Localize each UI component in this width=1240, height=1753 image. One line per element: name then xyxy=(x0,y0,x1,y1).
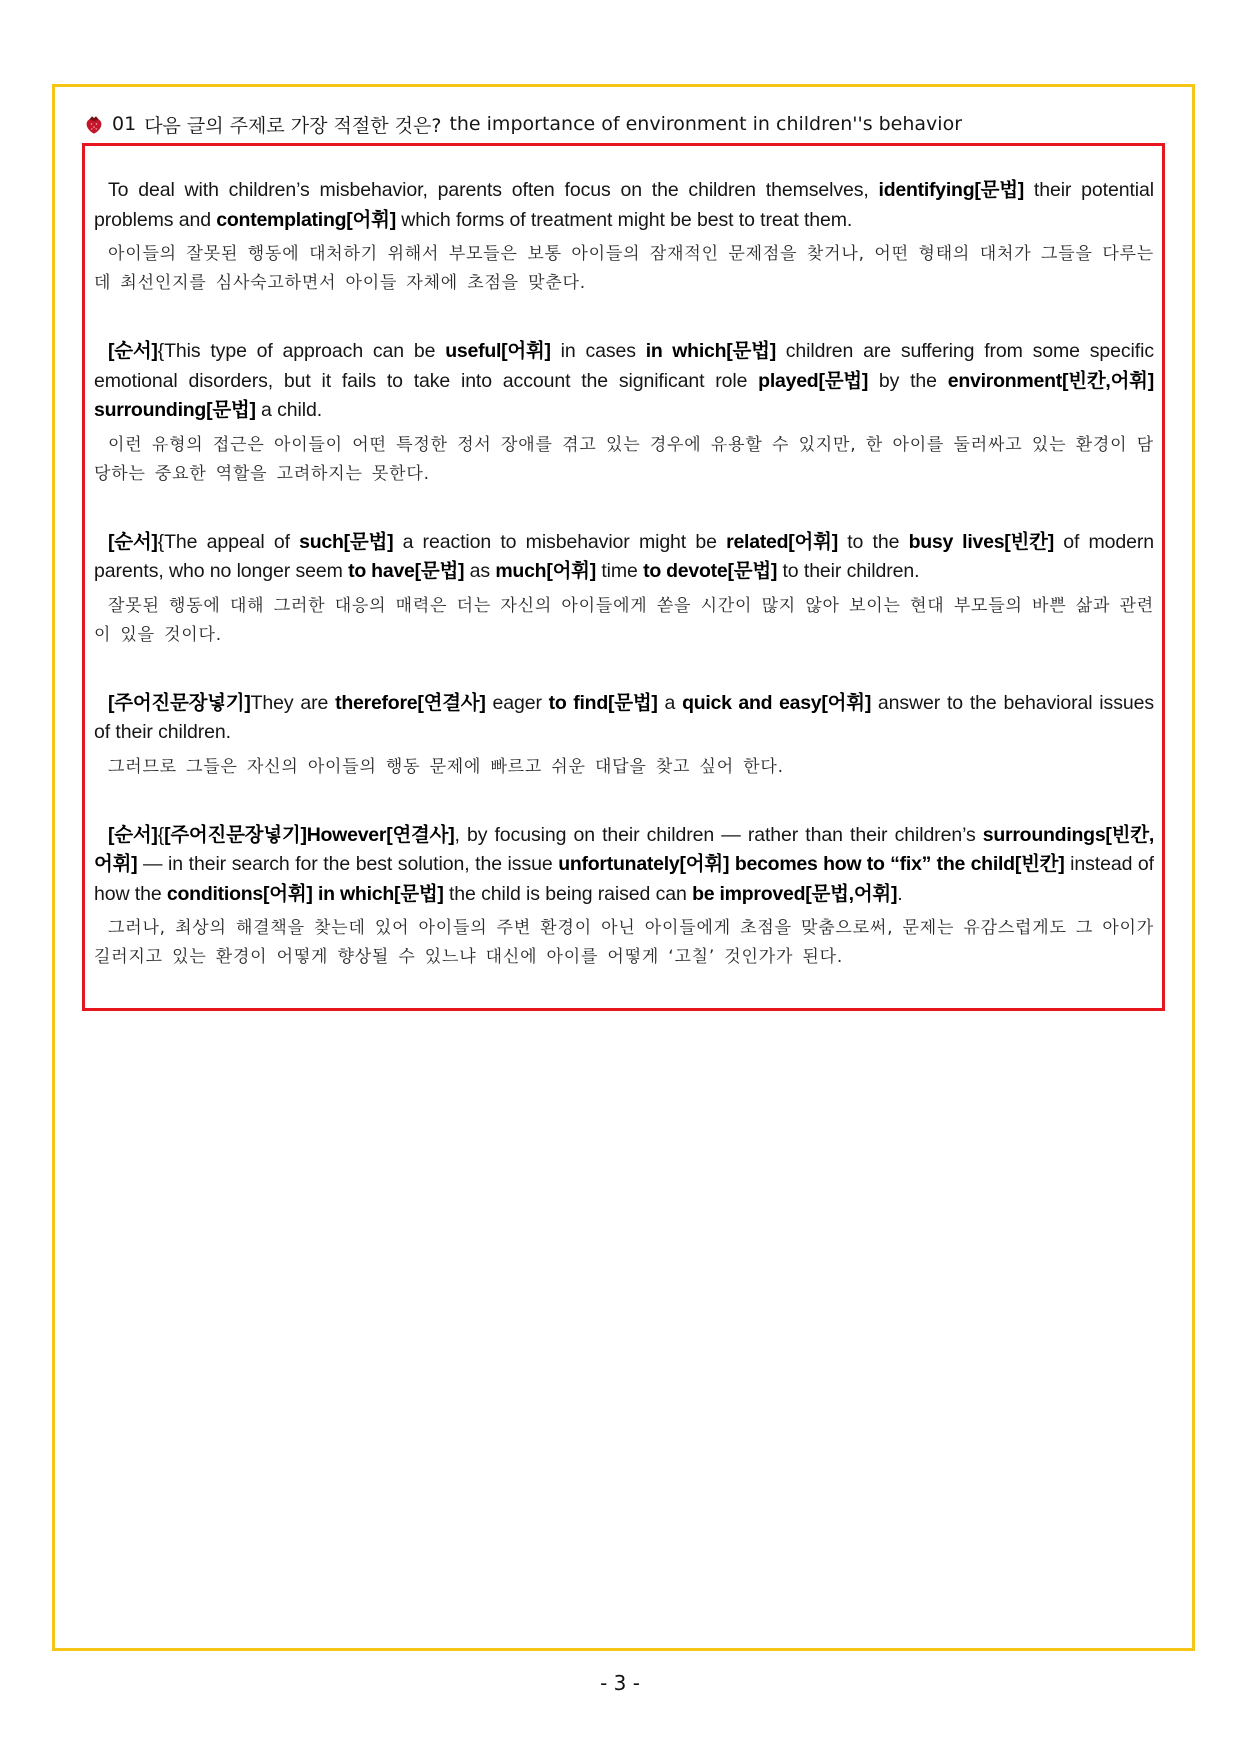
text-segment: . xyxy=(897,882,903,905)
question-header xyxy=(85,110,962,138)
annotated-term: be improved[문법,어휘] xyxy=(692,882,898,905)
korean-translation: 그러나, 최상의 해결책을 찾는데 있어 아이들의 주변 환경이 아닌 아이들에게 초점을 맞춤으로써, 문제는 유감스럽게도 그 아이가 길러지고 있는 환경이 어떻게 향상될 수 있느냐 대신에 아이를 어떻게 ‘고칠’ 것인가가 된다. xyxy=(94,918,1155,967)
text-segment: — in their search for the best solution, the issue xyxy=(137,853,559,875)
korean-translation: 이런 유형의 접근은 아이들이 어떤 특정한 정서 장애를 겪고 있는 경우에 유용할 수 있지만, 한 아이를 둘러싸고 있는 환경이 담당하는 중요한 역할을 고려하지는 못한다. xyxy=(94,434,1154,484)
passage-paragraph xyxy=(94,821,1154,973)
text-segment: a child. xyxy=(255,399,323,421)
text-segment: as xyxy=(464,560,496,582)
annotated-term: [주어진문장넣기] xyxy=(108,691,251,714)
korean-translation: 잘못된 행동에 대해 그러한 대응의 매력은 더는 자신의 아이들에게 쏟을 시간이 많지 않아 보이는 현대 부모들의 바쁜 삶과 관련이 있을 것이다. xyxy=(94,595,1154,645)
annotated-term: played[문법] xyxy=(758,369,869,392)
annotated-term: surrounding[문법] xyxy=(94,399,256,421)
text-segment: {The appeal of xyxy=(157,530,300,553)
annotated-term: quick and easy[어휘] xyxy=(682,691,872,714)
annotated-term: to devote[문법] xyxy=(643,560,778,582)
text-segment: to their children. xyxy=(777,560,920,582)
korean-translation: 아이들의 잘못된 행동에 대처하기 위해서 부모들은 보통 아이들의 잠재적인 문제점을 찾거나, 어떤 형태의 대처가 그들을 다루는 데 최선인지를 심사숙고하면서 아이들 자체에 초점을 맞춘다. xyxy=(94,244,1154,293)
annotated-term: in which[문법] xyxy=(318,882,444,905)
english-sentence xyxy=(94,176,1154,235)
annotated-term: related[어휘] xyxy=(726,530,838,553)
text-segment: the child is being raised can xyxy=(443,882,693,905)
text-segment: { xyxy=(157,823,165,846)
page-number: - 3 - xyxy=(600,1671,640,1695)
annotated-term: much[어휘] xyxy=(495,560,596,582)
text-segment: They are xyxy=(250,691,336,714)
text-segment: time xyxy=(596,560,644,582)
passage-paragraph xyxy=(94,337,1154,489)
passage-paragraph xyxy=(94,528,1154,650)
text-segment: children are suffering from some specific emotional disorders, but it fails to take into account the significant role xyxy=(94,340,1154,392)
text-segment: to the xyxy=(837,530,909,553)
annotated-term: contemplating[어휘] xyxy=(216,208,396,231)
annotated-term: conditions[어휘] xyxy=(166,882,313,905)
annotated-term: [순서] xyxy=(108,823,158,846)
text-segment: by the xyxy=(868,369,948,392)
text-segment: which forms of treatment might be best to treat them. xyxy=(395,208,853,231)
annotated-term: busy lives[빈칸] xyxy=(908,530,1054,553)
annotated-term: to have[문법] xyxy=(348,560,465,582)
annotated-term: environment[빈칸,어휘] xyxy=(947,369,1155,392)
passage-paragraph xyxy=(94,176,1154,298)
question-number: 01 xyxy=(112,113,137,135)
annotated-term: [주어진문장넣기]However[연결사] xyxy=(164,823,455,846)
text-segment: in cases xyxy=(550,340,646,362)
text-segment: a reaction to misbehavior might be xyxy=(393,530,727,553)
question-prompt: 다음 글의 주제로 가장 적절한 것은? xyxy=(144,114,442,137)
annotated-term: surroundings[빈칸,어휘] xyxy=(94,823,1154,875)
text-segment: answer to the behavioral issues of their children. xyxy=(94,691,1154,743)
text-segment: {This type of approach can be xyxy=(157,340,446,362)
annotated-term: therefore[연결사] xyxy=(335,691,486,714)
annotated-term: useful[어휘] xyxy=(445,340,551,362)
text-segment: To deal with children’s misbehavior, parents often focus on the children themselves, xyxy=(108,179,879,201)
text-segment: eager xyxy=(485,691,549,714)
english-sentence xyxy=(94,528,1154,587)
text-segment: , by focusing on their children — rather than their children’s xyxy=(454,823,983,846)
passage-paragraph xyxy=(94,689,1154,782)
annotated-term: in which[문법] xyxy=(645,340,776,362)
korean-translation: 그러므로 그들은 자신의 아이들의 행동 문제에 빠르고 쉬운 대답을 찾고 싶어 한다. xyxy=(108,756,784,777)
text-segment: their potential problems and xyxy=(94,179,1154,231)
english-sentence xyxy=(94,689,1154,748)
english-sentence xyxy=(94,821,1154,910)
strawberry-icon xyxy=(85,114,103,134)
annotated-term: unfortunately[어휘] xyxy=(558,853,730,875)
annotated-term: identifying[문법] xyxy=(878,179,1025,201)
annotated-term: [순서] xyxy=(108,530,158,553)
passage-box xyxy=(82,143,1165,1011)
text-segment: a xyxy=(657,691,683,714)
annotated-term: to find[문법] xyxy=(548,691,658,714)
text-segment: of modern parents, who no longer seem xyxy=(94,530,1155,582)
english-sentence xyxy=(94,337,1154,426)
annotated-term: such[문법] xyxy=(299,530,394,553)
question-answer: the importance of environment in children''s behavior xyxy=(449,113,963,135)
text-segment: instead of how the xyxy=(94,853,1154,905)
annotated-term: becomes how to “fix” the child[빈칸] xyxy=(734,853,1065,875)
annotated-term: [순서] xyxy=(108,340,158,362)
